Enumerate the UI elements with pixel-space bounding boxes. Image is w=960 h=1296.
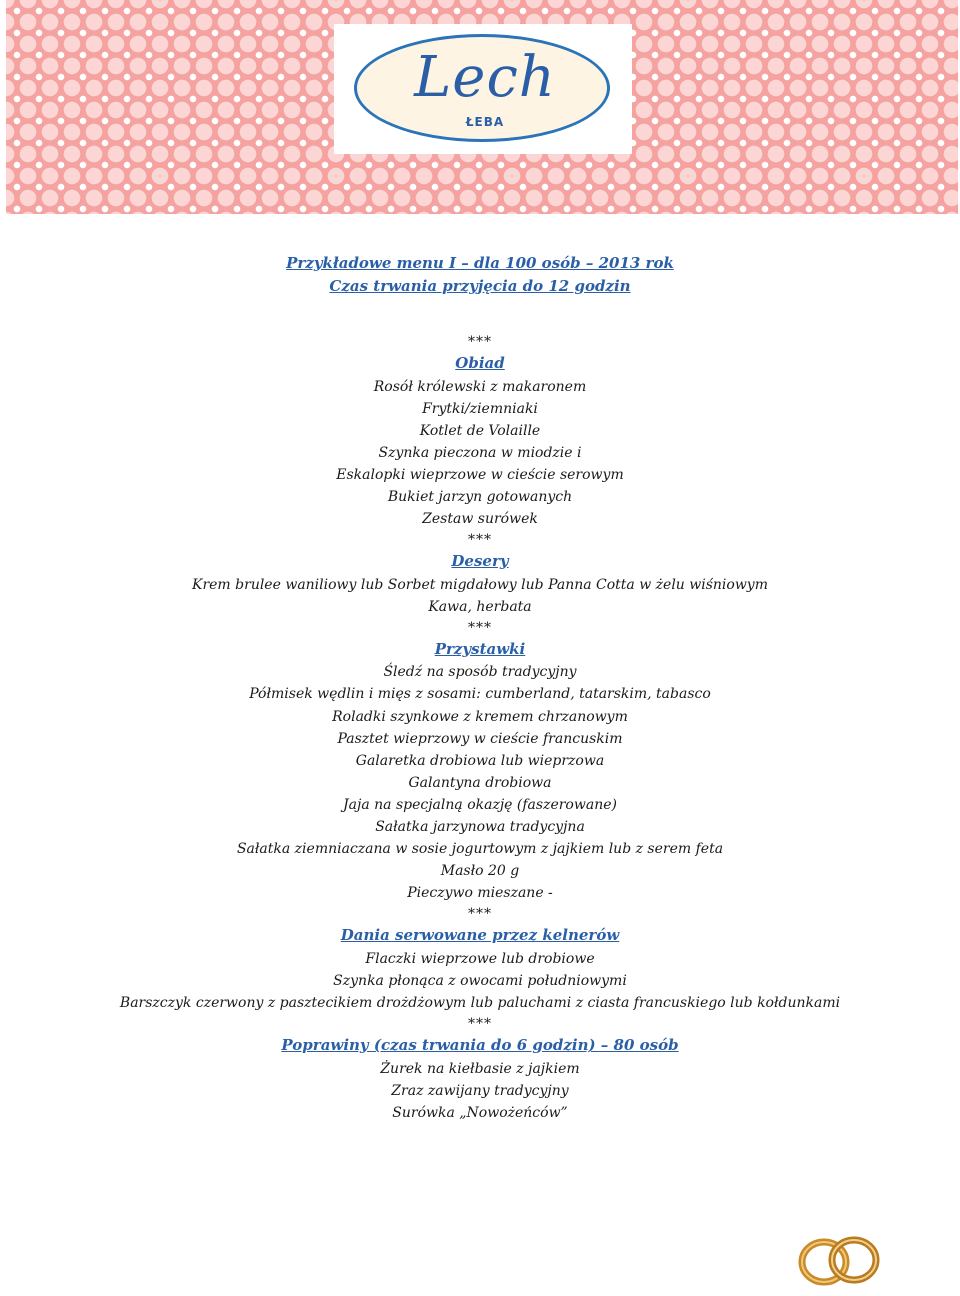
menu-item: Półmisek wędlin i mięs z sosami: cumberland, tatarskim, tabasco [249, 686, 711, 703]
menu-item: Krem brulee waniliowy lub Sorbet migdałowy lub Panna Cotta w żelu wiśniowym [192, 576, 768, 593]
menu-title: Przykładowe menu I – dla 100 osób – 2013 rok [286, 254, 674, 272]
menu-item: Kotlet de Volaille [419, 422, 541, 439]
section-title-obiad: Obiad [455, 354, 505, 372]
menu-item: Kawa, herbata [428, 598, 532, 615]
separator: *** [468, 1016, 492, 1033]
menu-item: Zestaw surówek [422, 511, 538, 528]
menu-item: Flaczki wieprzowe lub drobiowe [365, 950, 595, 967]
menu-item: Bukiet jarzyn gotowanych [387, 488, 573, 505]
section-title-poprawiny: Poprawiny (czas trwania do 6 godzin) – 80 osób [281, 1036, 679, 1055]
menu-item: Masło 20 g [440, 863, 520, 880]
separator: *** [468, 334, 492, 350]
separator: *** [468, 906, 492, 923]
menu-item: Jaja na specjalną okazję (faszerowane) [343, 796, 617, 813]
menu-item: Roladki szynkowe z kremem chrzanowym [332, 708, 628, 725]
menu-item: Galantyna drobiowa [408, 774, 552, 791]
header-banner [6, 0, 958, 214]
menu-item: Szynka płonąca z owocami południowymi [333, 972, 627, 989]
wedding-rings-icon [790, 1226, 890, 1290]
menu-subtitle: Czas trwania przyjęcia do 12 godzin [329, 277, 631, 295]
logo-location: ŁEBA [465, 115, 505, 129]
menu-item: Szynka pieczona w miodzie i [378, 444, 582, 461]
menu [0, 252, 960, 1124]
menu-item: Śledź na sposób tradycyjny [383, 664, 577, 681]
menu-item: Surówka „Nowożeńców” [392, 1104, 568, 1121]
menu-item: Eskalopki wieprzowe w cieście serowym [336, 466, 624, 483]
menu-item: Pasztet wieprzowy w cieście francuskim [337, 730, 623, 747]
menu-item: Zraz zawijany tradycyjny [391, 1082, 569, 1099]
separator: *** [468, 619, 492, 636]
menu-item: Żurek na kiełbasie z jajkiem [380, 1060, 580, 1077]
menu-item: Galaretka drobiowa lub wieprzowa [355, 752, 605, 769]
menu-item: Rosół królewski z makaronem [373, 378, 587, 395]
section-title-desery: Desery [451, 552, 509, 571]
menu-item: Pieczywo mieszane - [407, 885, 553, 902]
section-title-dania: Dania serwowane przez kelnerów [340, 926, 620, 945]
separator: *** [468, 532, 492, 549]
menu-item: Sałatka jarzynowa tradycyjna [375, 819, 585, 835]
menu-item: Frytki/ziemniaki [422, 400, 538, 417]
logo-oval [354, 34, 610, 142]
menu-item: Barszczyk czerwony z pasztecikiem drożdżowym lub paluchami z ciasta francuskiego lub kołdunkami [119, 995, 841, 1012]
menu-item: Sałatka ziemniaczana w sosie jogurtowym z jajkiem lub z serem feta [236, 841, 724, 858]
section-title-przystawki: Przystawki [434, 639, 526, 658]
logo [334, 24, 632, 154]
logo-script: Lech [414, 45, 556, 110]
